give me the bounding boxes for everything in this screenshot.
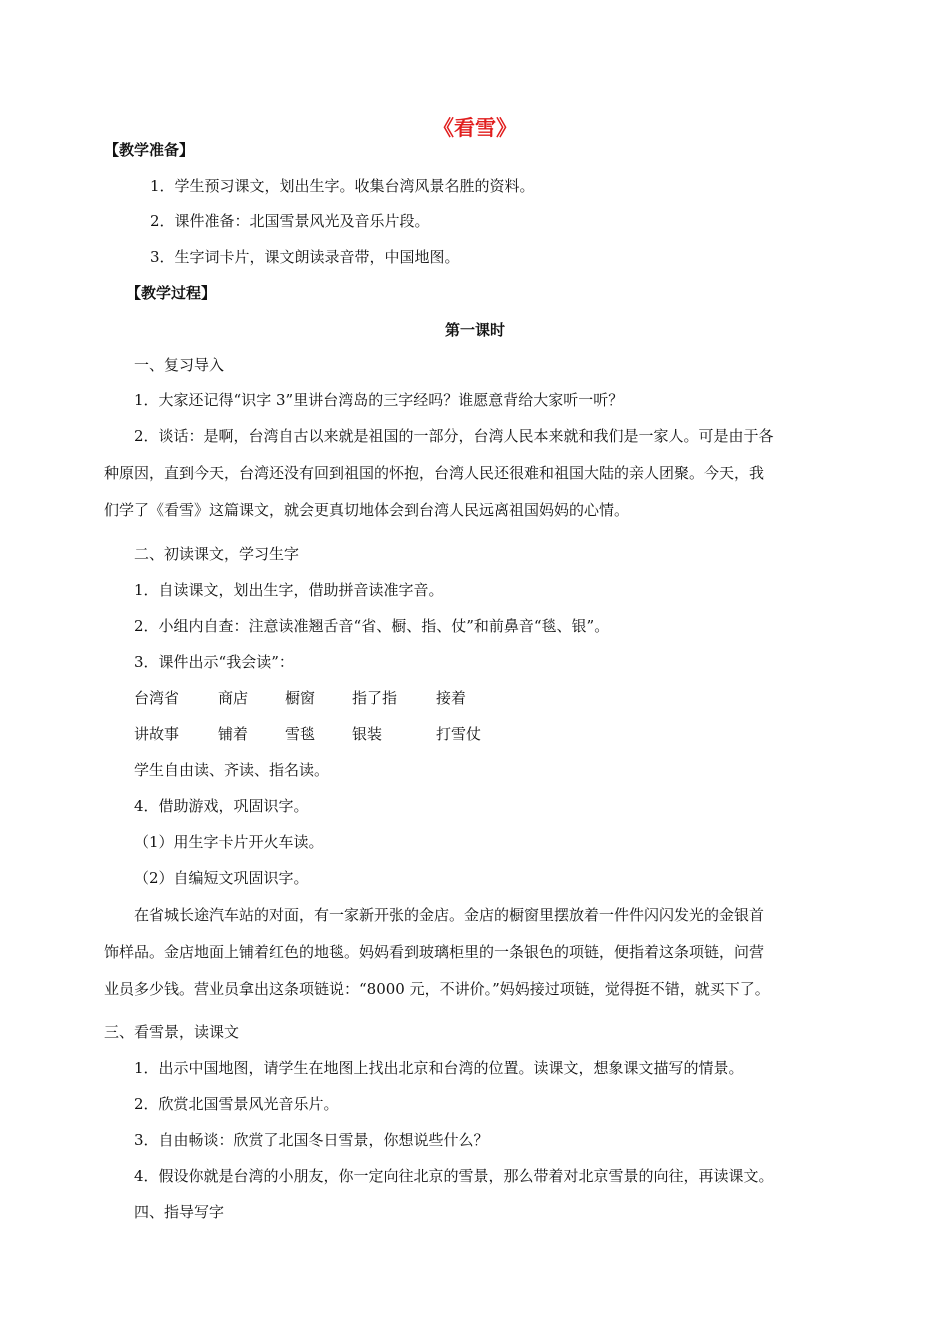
section-1-paragraph-2-line-2: 种原因，直到今天，台湾还没有回到祖国的怀抱，台湾人民还很难和祖国大陆的亲人团聚。今天，我: [104, 464, 765, 482]
vocab-word: 接着: [436, 689, 467, 707]
section-3-item-3: 3．自由畅谈：欣赏了北国冬日雪景，你想说些什么？: [134, 1131, 489, 1149]
lesson-title: 第一课时: [444, 321, 505, 339]
section-3-title: 三、看雪景，读课文: [104, 1023, 240, 1041]
section-3-item-2: 2．欣赏北国雪景风光音乐片。: [134, 1095, 339, 1113]
section-1-title: 一、复习导入: [134, 356, 225, 374]
story-line-1: 在省城长途汽车站的对面，有一家新开张的金店。金店的橱窗里摆放着一件件闪闪发光的金银首: [134, 906, 765, 924]
prep-heading: 【教学准备】: [104, 141, 195, 159]
section-2-item-4: 4．借助游戏，巩固识字。: [134, 797, 309, 815]
vocab-word: 指了指: [352, 689, 398, 707]
section-1-paragraph-1: 1．大家还记得“识字 3”里讲台湾岛的三字经吗？谁愿意背给大家听一听？: [134, 391, 624, 409]
vocab-word: 铺着: [218, 725, 249, 743]
section-2-title: 二、初读课文，学习生字: [134, 545, 300, 563]
section-2-item-3: 3．课件出示“我会读”：: [134, 653, 294, 671]
vocab-word: 打雪仗: [436, 725, 482, 743]
story-line-2: 饰样品。金店地面上铺着红色的地毯。妈妈看到玻璃柜里的一条银色的项链，便指着这条项链，问营: [104, 943, 765, 961]
vocab-word: 商店: [218, 689, 249, 707]
section-2-item-4-sub-1: （1）用生字卡片开火车读。: [134, 833, 324, 851]
reading-instruction: 学生自由读、齐读、指名读。: [134, 761, 330, 779]
section-1-paragraph-2-line-3: 们学了《看雪》这篇课文，就会更真切地体会到台湾人民远离祖国妈妈的心情。: [104, 501, 630, 519]
vocab-row-1: [0, 688, 950, 708]
vocab-row-2: [0, 724, 950, 744]
section-2-item-1: 1．自读课文，划出生字，借助拼音读准字音。: [134, 581, 444, 599]
vocab-word: 台湾省: [134, 689, 180, 707]
story-line-3: 业员多少钱。营业员拿出这条项链说：“8000 元，不讲价。”妈妈接过项链，觉得挺不错，就买下了。: [104, 980, 770, 998]
process-heading: 【教学过程】: [126, 284, 217, 302]
prep-item-2: 2．课件准备：北国雪景风光及音乐片段。: [150, 212, 430, 230]
section-3-item-1: 1．出示中国地图，请学生在地图上找出北京和台湾的位置。读课文，想象课文描写的情景。: [134, 1059, 744, 1077]
vocab-word: 银装: [352, 725, 383, 743]
section-2-item-4-sub-2: （2）自编短文巩固识字。: [134, 869, 309, 887]
prep-item-1: 1．学生预习课文，划出生字。收集台湾风景名胜的资料。: [150, 177, 535, 195]
section-3-item-4: 4．假设你就是台湾的小朋友，你一定向往北京的雪景，那么带着对北京雪景的向往，再读课文。: [134, 1167, 774, 1185]
section-4-title: 四、指导写字: [134, 1203, 225, 1221]
section-2-item-2: 2．小组内自查：注意读准翘舌音“省、橱、指、仗”和前鼻音“毯、银”。: [134, 617, 610, 635]
vocab-word: 讲故事: [134, 725, 180, 743]
section-1-paragraph-2-line-1: 2．谈话：是啊，台湾自古以来就是祖国的一部分，台湾人民本来就和我们是一家人。可是由于各: [134, 427, 774, 445]
document-title: 《看雪》: [433, 116, 517, 140]
vocab-word: 雪毯: [285, 725, 316, 743]
prep-item-3: 3．生字词卡片，课文朗读录音带，中国地图。: [150, 248, 460, 266]
vocab-word: 橱窗: [285, 689, 316, 707]
